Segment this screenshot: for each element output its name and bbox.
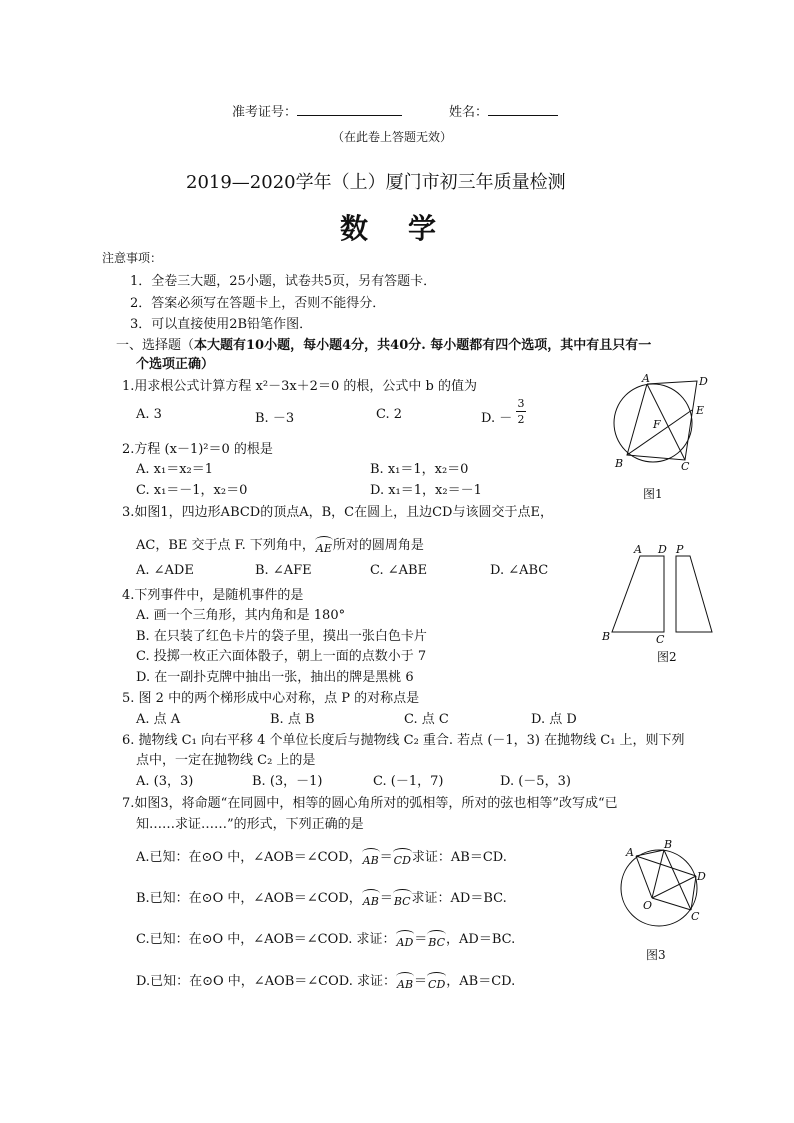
fig2-caption: 图2 [657,650,677,664]
q2-stem: 2.方程 (x－1)²＝0 的根是 [122,442,273,457]
fig3-ob [652,850,664,898]
q3-option-a: A. ∠ADE [136,563,194,578]
figure-3 [614,838,714,938]
q7-option-a: A.已知：在⊙O 中，∠AOB＝∠COD，AB＝CD求证：AB＝CD. [136,850,507,867]
q6-option-d: D. (－5，3) [500,774,571,789]
fig2-trapezoid-left [612,556,664,632]
q5-stem: 5. 图 2 中的两个梯形成中心对称，点 P 的对称点是 [122,691,420,706]
fig3-caption: 图3 [646,948,666,962]
notice-heading: 注意事项： [102,251,163,265]
q7-b-arc-2: BC [393,895,411,908]
fig1-label-d: D [699,375,708,388]
fig1-label-b: B [615,457,624,470]
q6-option-c: C. (－1，7) [373,774,444,789]
section1-heading-line2: 个选项正确） [136,357,215,372]
q3-option-b: B. ∠AFE [255,563,312,578]
fig1-label-f: F [653,418,661,431]
q5-option-c: C. 点 C [404,712,449,727]
q1-fraction [516,397,526,426]
q5-option-d: D. 点 D [531,712,577,727]
fig2-label-p: P [676,543,684,556]
name-label: 姓名： [449,105,489,120]
q2-option-b: B. x₁＝1，x₂＝0 [370,462,469,477]
figure-1 [605,370,715,500]
fig1-label-c: C [681,460,690,473]
fig1-label-a: A [642,372,650,385]
fig3-oc [652,898,691,910]
fig3-od [652,876,696,898]
q1-fraction-num: 3 [517,397,525,410]
notice-item-1: 1．全卷三大题，25小题，试卷共5页，另有答题卡． [130,274,437,289]
fig1-caption: 图1 [643,487,663,501]
q5-option-b: B. 点 B [270,712,315,727]
fig2-label-d: D [658,543,667,556]
fig3-label-d: D [697,870,706,883]
q3-stem-1: 3.如图1，四边形ABCD的顶点A，B，C在圆上，且边CD与该圆交于点E， [122,505,553,520]
q6-option-b: B. (3，－1) [252,774,323,789]
q4-option-a: A. 画一个三角形，其内角和是 180° [136,608,346,623]
q7-option-b: B.已知：在⊙O 中，∠AOB＝∠COD，AB＝BC求证：AD＝BC. [136,891,507,908]
name-blank[interactable] [488,103,558,116]
q7-a-arc-2: CD [393,854,411,867]
q7-option-d: D.已知：在⊙O 中，∠AOB＝∠COD. 求证：AB＝CD，AB＝CD. [136,974,516,991]
q4-option-d: D. 在一副扑克牌中抽出一张，抽出的牌是黑桃 6 [136,670,414,685]
q6-option-a: A. (3，3) [136,774,194,789]
q6-stem-1: 6. 抛物线 C₁ 向右平移 4 个单位长度后与抛物线 C₂ 重合. 若点 (－1，3) 在抛物线 C₁ 上，则下列 [122,733,685,748]
q3-option-c: C. ∠ABE [370,563,428,578]
q7-b-arc-1: AB [362,895,379,908]
q1-fraction-den: 2 [517,413,525,426]
header-note: （在此卷上答题无效） [332,130,453,144]
fig2-label-a: A [634,543,642,556]
fig1-label-e: E [696,404,705,417]
q7-stem-2: 知……求证……”的形式，下列正确的是 [136,817,364,832]
q1-option-a: A. 3 [136,407,162,422]
fig3-circle [621,850,697,926]
ticket-line [232,101,402,120]
notice-item-3: 3．可以直接使用2B铅笔作图． [130,317,313,332]
fig3-ad [636,856,696,876]
q2-option-c: C. x₁＝－1，x₂＝0 [136,483,248,498]
section1-heading [116,334,651,353]
fig2-label-b: B [602,630,611,643]
q1-stem: 1.用求根公式计算方程 x²－3x＋2＝0 的根，公式中 b 的值为 [122,379,477,394]
q3-arc-ae: AE [315,542,332,555]
ticket-label: 准考证号： [232,105,298,120]
q6-stem-2: 点中，一定在抛物线 C₂ 上的是 [136,753,316,768]
fig3-label-o: O [643,899,653,912]
figure-2 [598,540,713,645]
q2-option-d: D. x₁＝1，x₂＝－1 [370,483,482,498]
q7-d-arc-2: CD [428,978,446,991]
q7-c-arc-2: BC [428,936,446,949]
q7-c-arc-1: AD [396,936,414,949]
q2-option-a: A. x₁＝x₂＝1 [136,462,214,477]
q1-option-c: C. 2 [376,407,403,422]
q1-option-b: B. －3 [255,411,295,426]
fig2-label-c: C [656,633,665,645]
q3-stem-2 [136,534,424,555]
section1-desc-2: 四个选项，其中有且只有一 [495,338,652,353]
q3-stem-2b: 所对的圆周角是 [332,538,424,553]
q4-option-c: C. 投掷一枚正六面体骰子，朝上一面的点数小于 7 [136,649,427,664]
page-title: 2019—2020学年（上）厦门市初三年质量检测 [186,172,566,193]
q7-a-arc-1: AB [362,854,379,867]
fig3-label-c: C [691,910,700,923]
q1-option-d [481,407,512,426]
q7-d-arc-1: AB [397,978,414,991]
subject-title: 数学 [340,212,477,245]
section1-title: 一、选择题（ [116,338,195,353]
q3-stem-2a: AC，BE 交于点 F. 下列角中， [136,538,315,553]
q7-stem-1: 7.如图3，将命题“在同圆中，相等的圆心角所对的弧相等，所对的弦也相等”改写成“已 [122,796,618,811]
q3-option-d: D. ∠ABC [490,563,549,578]
q5-option-a: A. 点 A [136,712,181,727]
fig3-label-b: B [664,838,673,851]
notice-item-2: 2．答案必须写在答题卡上，否则不能得分． [130,296,386,311]
name-line [449,101,558,120]
q4-stem: 4.下列事件中，是随机事件的是 [122,588,304,603]
section1-desc: 本大题有10小题，每小题4分，共40分. 每小题都有 [194,338,496,353]
fig3-oa [636,856,652,898]
q7-option-c: C.已知：在⊙O 中，∠AOB＝∠COD. 求证：AD＝BC，AD＝BC. [136,932,516,949]
q4-option-b: B. 在只装了红色卡片的袋子里，摸出一张白色卡片 [136,629,427,644]
q1-option-d-prefix: D. － [481,411,513,426]
fig3-label-a: A [626,846,634,859]
ticket-blank[interactable] [297,103,402,116]
fig2-trapezoid-right [676,556,712,632]
